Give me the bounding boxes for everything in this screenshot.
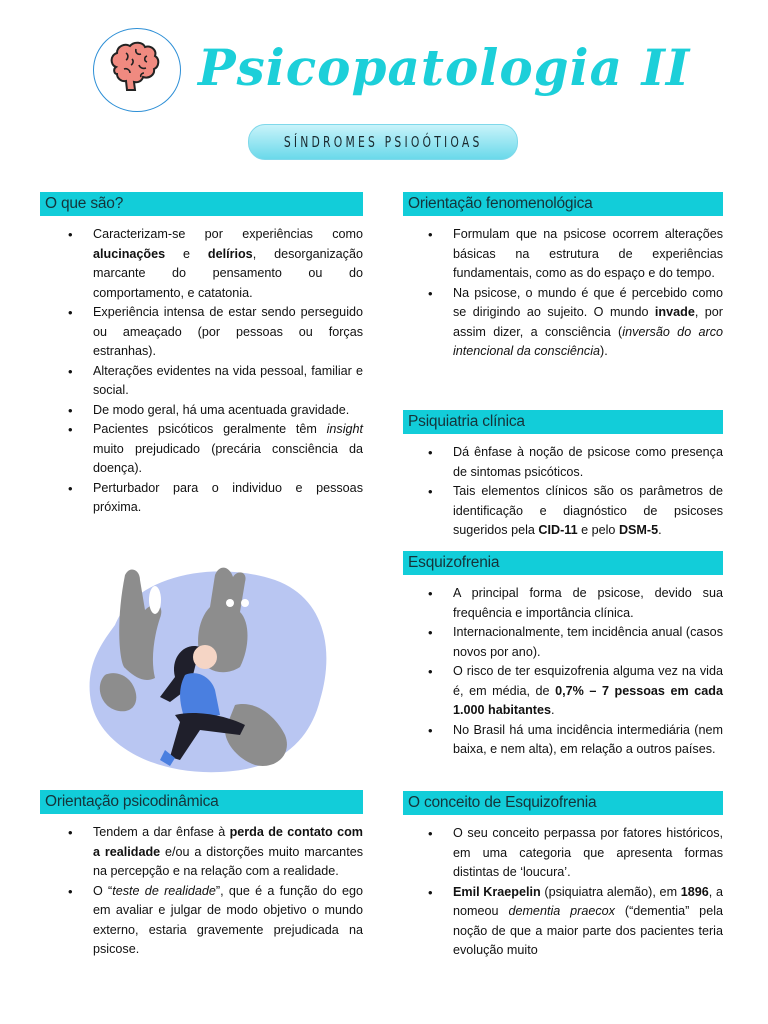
text: . (658, 523, 662, 537)
text: Dá ênfase à noção de psicose como presença de sintomas psicóticos. (453, 445, 723, 479)
list-item (403, 225, 723, 284)
bullet-list (403, 584, 723, 760)
list-item (40, 225, 363, 303)
text: Tais elementos clínicos são os parâmetros de identificação e diagnóstico de psicoses sugeridos pela (453, 484, 723, 537)
bullet-list (40, 823, 363, 960)
bullet-list (403, 225, 723, 362)
section-header: Psiquiatria clínica (403, 410, 723, 434)
text: , por assim dizer, a consciência ( (453, 305, 723, 339)
text: Tendem a dar ênfase à (93, 825, 230, 839)
bold-text: delírios (207, 246, 253, 261)
list-item (40, 362, 363, 401)
text: Pacientes psicóticos geralmente têm (93, 422, 327, 436)
logo-badge (93, 28, 181, 112)
text: Na psicose, o mundo é que é percebido como se dirigindo ao sujeito. O mundo (453, 285, 723, 319)
section-header: O conceito de Esquizofrenia (403, 791, 723, 815)
text: Formulam que na psicose ocorrem alterações básicas na estrutura de experiências fundamentais, como as do espaço e do tempo. (453, 227, 723, 280)
list-item (403, 482, 723, 541)
subtitle: SÍNDROMES PSIOÓTIOAS (283, 133, 483, 151)
list-item (403, 443, 723, 482)
text: ”, que é a função do ego em avaliar e julgar de modo objetivo o mundo externo, estaria gravemente prejudicada na psicose. (93, 883, 363, 956)
list-item (40, 303, 363, 362)
text: (“dementia” pela noção de que a maior parte dos pacientes teria evolução muito (453, 904, 723, 957)
document-title: Psicopatologia II (198, 38, 691, 97)
subtitle-pill (248, 124, 518, 160)
section-header: Orientação fenomenológica (403, 192, 723, 216)
italic-text: teste de realidade (112, 883, 216, 898)
bullet-list (403, 443, 723, 541)
text: O “ (93, 883, 113, 898)
list-item (403, 721, 723, 760)
bold-text: alucinações (93, 246, 166, 261)
bold-text: perda de contato com a realidade (93, 825, 363, 859)
list-item (40, 420, 363, 479)
italic-text: inversão do arco intencional da consciência (453, 324, 724, 358)
list-item (40, 823, 363, 882)
text: e/ou a distorções muito marcantes na percepção e na relação com a realidade. (93, 844, 363, 878)
illustration-anxious-woman (85, 555, 335, 777)
text: e pelo (577, 523, 619, 537)
section-header: O que são? (40, 192, 363, 216)
text: Perturbador para o individuo e pessoas próxima. (93, 480, 363, 514)
bold-text: 1896 (680, 884, 709, 899)
bold-text: invade (654, 305, 695, 319)
text: De modo geral, há uma acentuada gravidade. (93, 402, 350, 417)
text: Internacionalmente, tem incidência anual (casos novos por ano). (453, 625, 723, 659)
list-item (40, 401, 363, 421)
bold-text: 0,7% – 7 pessoas em cada 1.000 habitantes (453, 683, 723, 717)
list-item (403, 284, 723, 362)
section-psicodinamica (40, 790, 363, 960)
text: (psiquiatra alemão), em (540, 884, 681, 899)
bold-text: CID-11 (538, 523, 578, 537)
italic-text: insight (326, 422, 363, 436)
section-esquizofrenia (403, 551, 723, 760)
list-item (403, 662, 723, 721)
bullet-list (40, 225, 363, 518)
text: ). (600, 344, 608, 358)
brain-icon (94, 29, 180, 111)
bold-text: DSM-5 (618, 523, 659, 537)
section-header: Orientação psicodinâmica (40, 790, 363, 814)
text: Experiência intensa de estar sendo perseguido ou ameaçado (por pessoas ou forças estranhas). (93, 305, 363, 358)
section-psiquiatria-clinica (403, 410, 723, 541)
section-header: Esquizofrenia (403, 551, 723, 575)
section-fenomenologica (403, 192, 723, 362)
text: O seu conceito perpassa por fatores históricos, em uma categoria que apresenta formas distintas de ‘loucura’. (453, 826, 723, 879)
text: O risco de ter esquizofrenia alguma vez na vida é, em média, de (453, 664, 723, 698)
bold-text: Emil Kraepelin (453, 884, 541, 899)
text: Caracterizam-se por experiências como (93, 227, 363, 241)
italic-text: dementia praecox (508, 904, 615, 918)
list-item (403, 883, 723, 961)
text: . (551, 703, 555, 717)
list-item (40, 882, 363, 960)
list-item (40, 479, 363, 518)
list-item (403, 584, 723, 623)
text: , desorganização marcante do pensamento ou do comportamento, e catatonia. (93, 246, 363, 300)
text: , a nomeou (453, 884, 723, 918)
section-conceito-esquizofrenia (403, 791, 723, 961)
text: muito prejudicado (precária consciência da doença). (93, 441, 363, 475)
list-item (403, 623, 723, 662)
list-item (403, 824, 723, 883)
text: Alterações evidentes na vida pessoal, familiar e social. (93, 363, 363, 397)
text: No Brasil há uma incidência intermediária (nem baixa, e nem alta), em relação a outros países. (453, 722, 723, 756)
bullet-list (403, 824, 723, 961)
section-o-que-sao (40, 192, 363, 518)
text: e (165, 246, 208, 261)
text: A principal forma de psicose, devido sua frequência e importância clínica. (453, 586, 723, 620)
